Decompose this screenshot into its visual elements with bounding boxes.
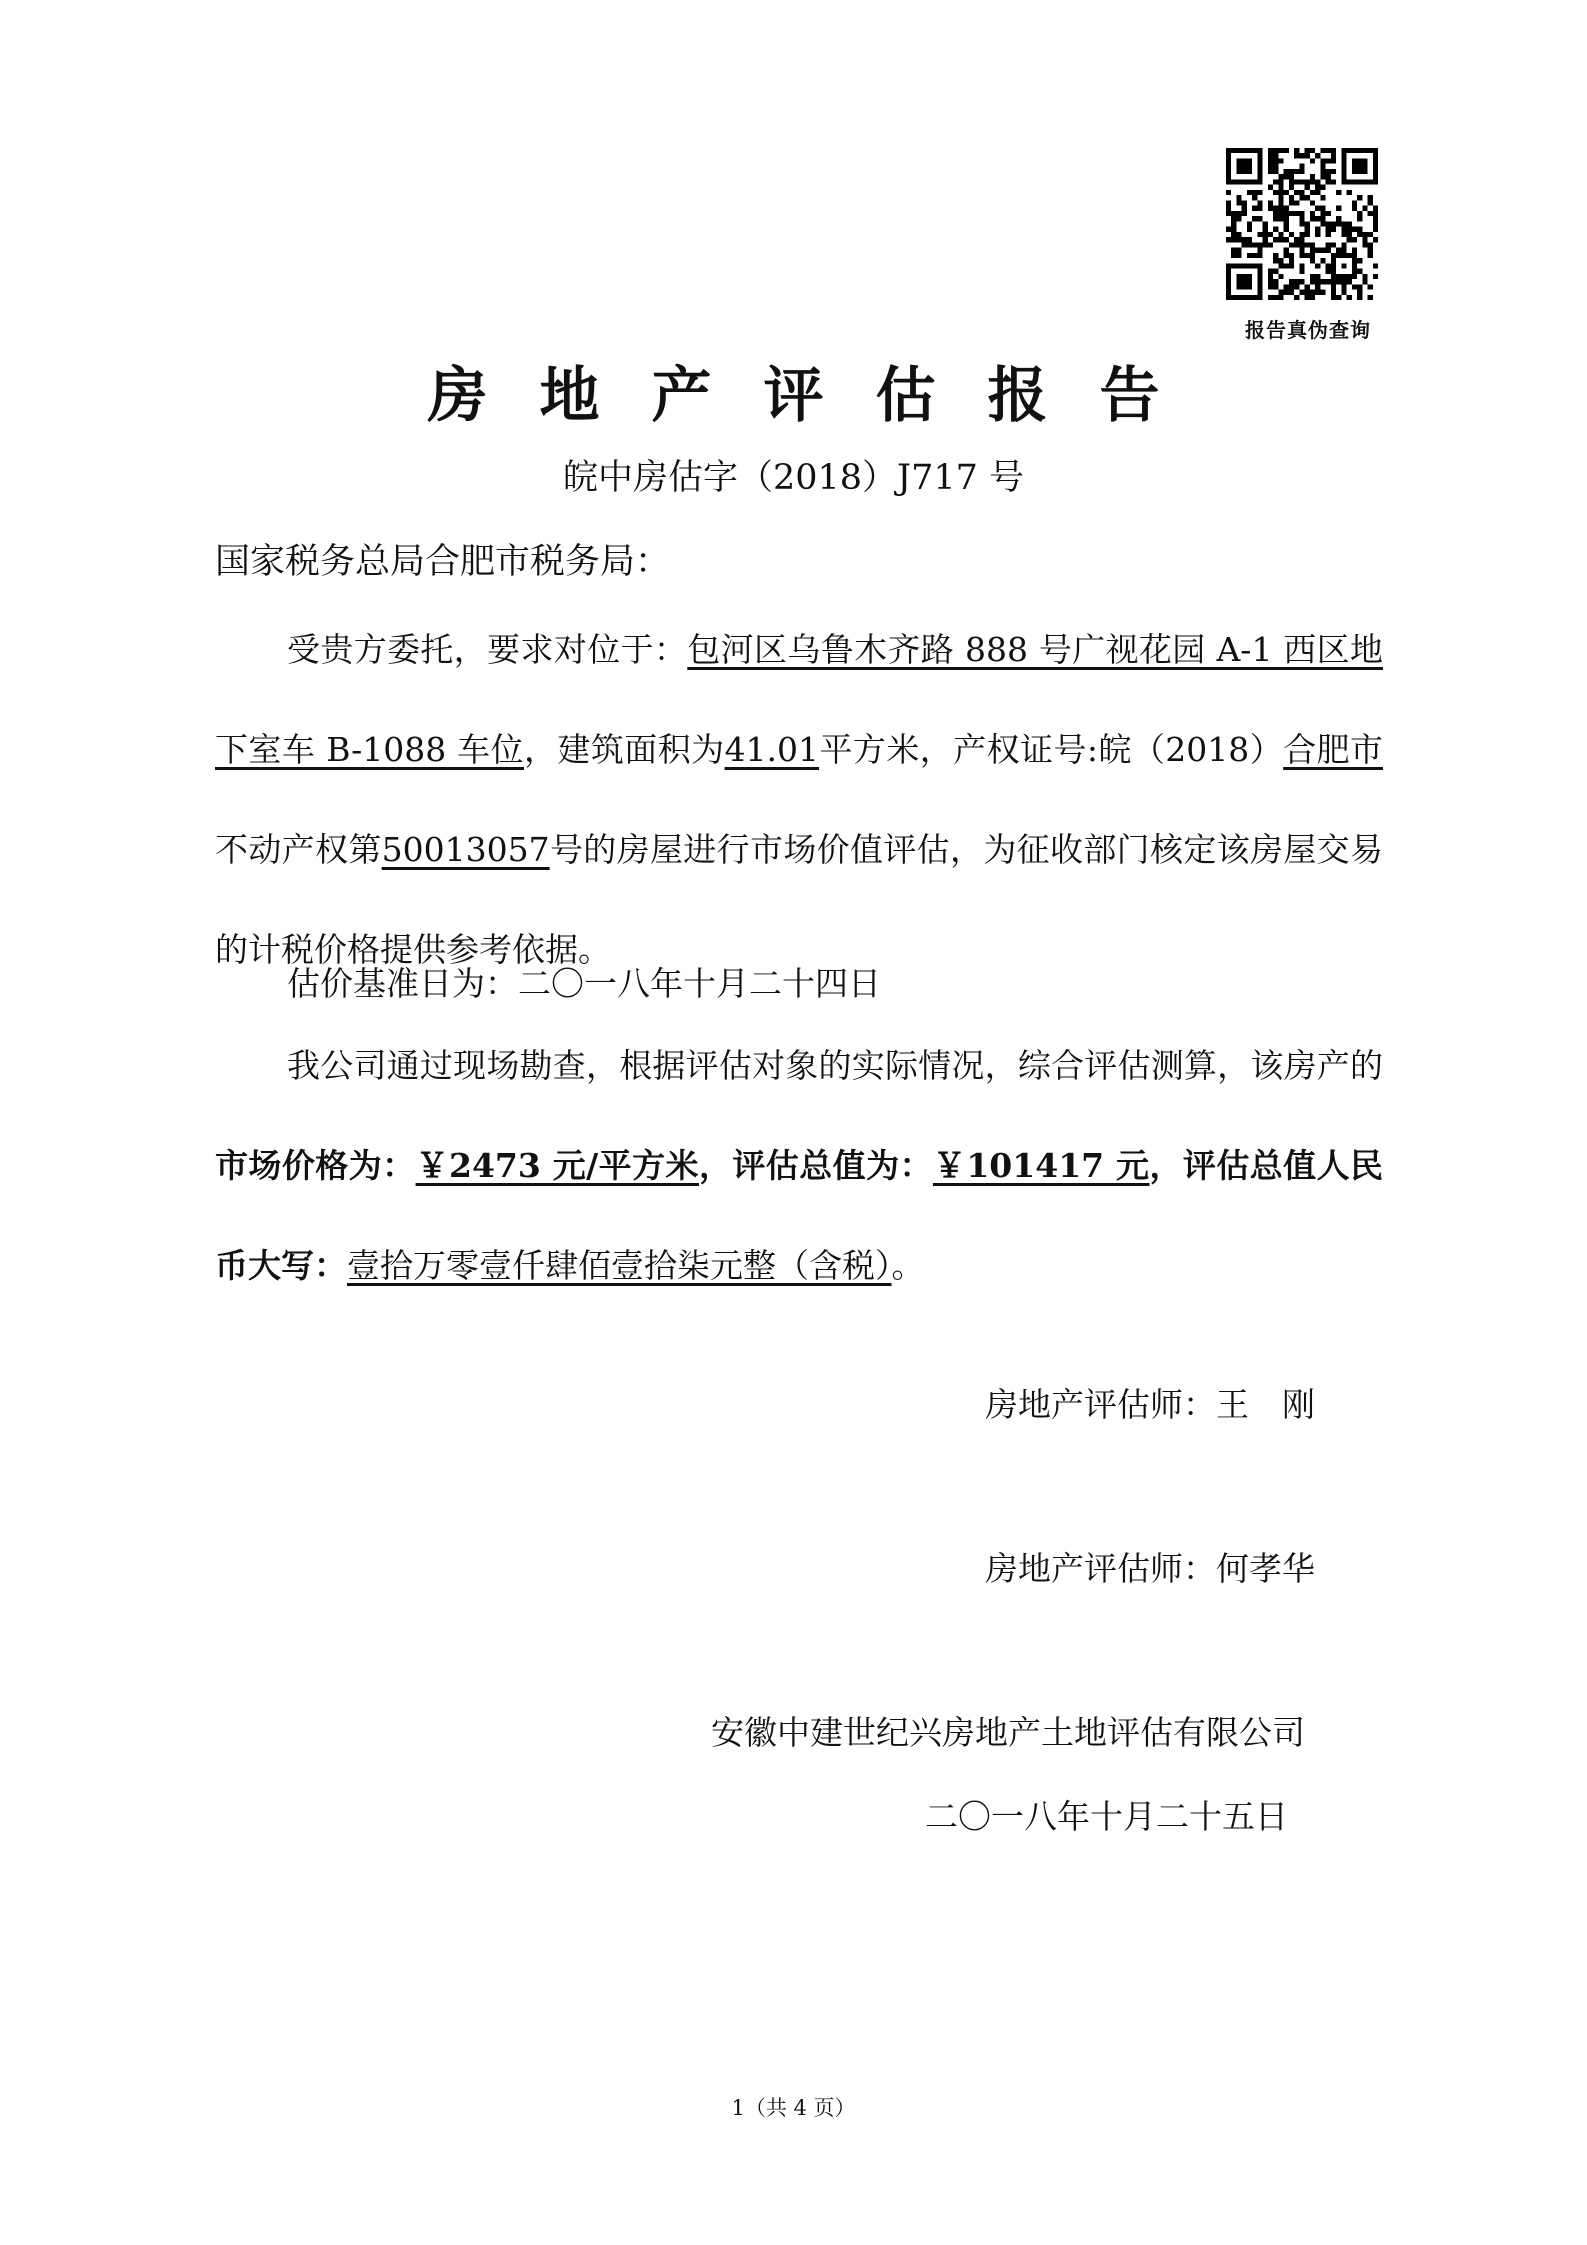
issue-date: 二〇一八年十月二十五日	[925, 1797, 1288, 1836]
result-intro: 我公司通过现场勘查，根据评估对象的实际情况，综合评估测算，该房产的	[287, 1046, 1383, 1085]
appraiser-2: 房地产评估师：何孝华	[985, 1549, 1315, 1588]
qr-caption: 报告真伪查询	[1245, 318, 1371, 342]
area-value: 41.01	[724, 730, 820, 769]
page-number: 1（共 4 页）	[731, 2096, 856, 2120]
qr-code-icon	[1226, 148, 1378, 300]
market-price-label: 市场价格为：	[215, 1146, 416, 1185]
qr-code	[1226, 148, 1378, 300]
entrustment-intro: 受贵方委托，要求对位于：	[287, 630, 688, 669]
property-address: 包河区乌鲁木齐路 888 号广视花园 A-1 西区地下室车 B-1088 车位	[215, 630, 1384, 769]
capital-label: ，评估总值人民币大写：	[215, 1146, 1384, 1285]
report-number: 皖中房估字（2018）J717 号	[562, 458, 1025, 498]
addressee: 国家税务总局合肥市税务局：	[215, 542, 671, 582]
capital-value: 壹拾万零壹仟肆佰壹拾柒元整（含税）	[347, 1246, 892, 1285]
total-value: ￥101417 元	[932, 1146, 1150, 1185]
appraiser-1: 房地产评估师：王 刚	[985, 1385, 1315, 1424]
market-price: ￥2473 元/平方米	[415, 1146, 699, 1185]
total-label: ，评估总值为：	[698, 1146, 933, 1185]
paragraph-result	[215, 1016, 1383, 1316]
entrustment-end: 号的房屋进行市场价值评估，为征收部门核定该房屋交易的计税价格提供参考依据。	[215, 830, 1384, 969]
area-unit-cert: 平方米，产权证号:皖（2018）	[819, 730, 1284, 769]
company-name: 安徽中建世纪兴房地产土地评估有限公司	[711, 1713, 1305, 1752]
cert-mid: 不动产权第	[215, 830, 382, 869]
valuation-date-line: 估价基准日为：二〇一八年十月二十四日	[287, 964, 881, 1003]
cert-city: 合肥市	[1283, 730, 1384, 769]
report-title: 房地产评估报告	[427, 361, 1212, 431]
area-label: ，建筑面积为	[523, 730, 725, 769]
cert-number: 50013057	[381, 830, 550, 869]
result-end: 。	[891, 1246, 925, 1285]
